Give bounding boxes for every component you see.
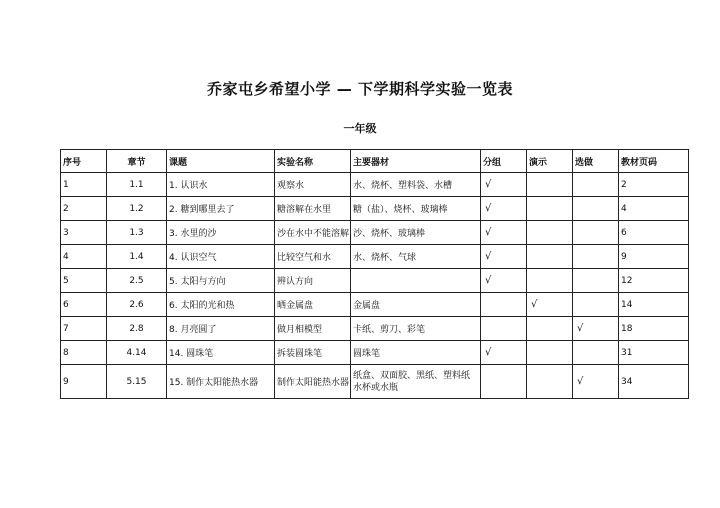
cell-topic: 5. 太阳与方向	[167, 269, 275, 293]
cell-optional: √	[573, 317, 619, 341]
cell-chapter: 1.4	[107, 245, 167, 269]
table-row	[61, 317, 689, 341]
cell-no: 5	[61, 269, 107, 293]
header-row	[61, 150, 689, 173]
cell-equipment: 糖（盐）、烧杯、玻璃棒	[351, 197, 481, 221]
cell-equipment: 圆珠笔	[351, 341, 481, 365]
cell-topic: 4. 认识空气	[167, 245, 275, 269]
cell-experiment: 辨认方向	[275, 269, 351, 293]
cell-page: 2	[619, 173, 689, 197]
cell-no: 6	[61, 293, 107, 317]
cell-experiment: 制作太阳能热水器	[275, 365, 351, 399]
header-equipment: 主要器材	[351, 150, 481, 173]
cell-topic: 1. 认识水	[167, 173, 275, 197]
cell-equipment: 卡纸、剪刀、彩笔	[351, 317, 481, 341]
cell-page: 12	[619, 269, 689, 293]
cell-page: 14	[619, 293, 689, 317]
cell-group	[481, 365, 527, 399]
cell-no: 2	[61, 197, 107, 221]
cell-page: 18	[619, 317, 689, 341]
cell-chapter: 2.8	[107, 317, 167, 341]
cell-demo	[527, 245, 573, 269]
cell-optional	[573, 173, 619, 197]
cell-optional	[573, 269, 619, 293]
header-group: 分组	[481, 150, 527, 173]
cell-no: 1	[61, 173, 107, 197]
grade-subtitle: 一年级	[343, 122, 377, 135]
cell-no: 9	[61, 365, 107, 399]
cell-optional	[573, 245, 619, 269]
cell-equipment: 沙、烧杯、玻璃棒	[351, 221, 481, 245]
document-title: 乔家屯乡希望小学 — 下学期科学实验一览表	[207, 80, 513, 98]
table-row	[61, 197, 689, 221]
cell-optional: √	[573, 365, 619, 399]
cell-group: √	[481, 269, 527, 293]
header-topic: 课题	[167, 150, 275, 173]
cell-demo	[527, 341, 573, 365]
cell-demo	[527, 221, 573, 245]
header-chapter: 章节	[107, 150, 167, 173]
cell-experiment: 晒金属盘	[275, 293, 351, 317]
cell-experiment: 沙在水中不能溶解	[275, 221, 351, 245]
cell-page: 4	[619, 197, 689, 221]
cell-demo: √	[527, 293, 573, 317]
experiment-table	[60, 149, 689, 399]
cell-group: √	[481, 173, 527, 197]
table-row	[61, 293, 689, 317]
cell-page: 6	[619, 221, 689, 245]
table-row	[61, 221, 689, 245]
cell-topic: 3. 水里的沙	[167, 221, 275, 245]
cell-equipment: 纸盒、双面胶、黑纸、塑料纸水杯或水瓶	[351, 365, 481, 399]
cell-demo	[527, 173, 573, 197]
cell-topic: 2. 糖到哪里去了	[167, 197, 275, 221]
cell-equipment: 水、烧杯、塑料袋、水槽	[351, 173, 481, 197]
cell-demo	[527, 197, 573, 221]
cell-equipment: 水、烧杯、气球	[351, 245, 481, 269]
cell-no: 4	[61, 245, 107, 269]
cell-topic: 6. 太阳的光和热	[167, 293, 275, 317]
cell-page: 9	[619, 245, 689, 269]
header-page: 教材页码	[619, 150, 689, 173]
cell-group	[481, 317, 527, 341]
cell-experiment: 做月相模型	[275, 317, 351, 341]
cell-experiment: 观察水	[275, 173, 351, 197]
cell-group: √	[481, 221, 527, 245]
header-experiment: 实验名称	[275, 150, 351, 173]
cell-chapter: 1.3	[107, 221, 167, 245]
cell-demo	[527, 317, 573, 341]
cell-group: √	[481, 245, 527, 269]
cell-optional	[573, 197, 619, 221]
cell-chapter: 5.15	[107, 365, 167, 399]
header-no: 序号	[61, 150, 107, 173]
cell-demo	[527, 365, 573, 399]
cell-no: 3	[61, 221, 107, 245]
cell-experiment: 拆装圆珠笔	[275, 341, 351, 365]
cell-experiment: 糖溶解在水里	[275, 197, 351, 221]
cell-page: 31	[619, 341, 689, 365]
cell-demo	[527, 269, 573, 293]
cell-page: 34	[619, 365, 689, 399]
table-row	[61, 245, 689, 269]
cell-chapter: 1.2	[107, 197, 167, 221]
cell-experiment: 比较空气和水	[275, 245, 351, 269]
cell-topic: 15. 制作太阳能热水器	[167, 365, 275, 399]
cell-chapter: 4.14	[107, 341, 167, 365]
table-row	[61, 365, 689, 399]
cell-no: 8	[61, 341, 107, 365]
cell-optional	[573, 221, 619, 245]
cell-topic: 14. 圆珠笔	[167, 341, 275, 365]
cell-optional	[573, 293, 619, 317]
table-row	[61, 269, 689, 293]
cell-chapter: 1.1	[107, 173, 167, 197]
cell-group: √	[481, 197, 527, 221]
table-row	[61, 341, 689, 365]
table-row	[61, 173, 689, 197]
cell-topic: 8. 月亮圆了	[167, 317, 275, 341]
cell-optional	[573, 341, 619, 365]
cell-chapter: 2.5	[107, 269, 167, 293]
cell-equipment	[351, 269, 481, 293]
cell-group: √	[481, 341, 527, 365]
cell-group	[481, 293, 527, 317]
cell-equipment: 金属盘	[351, 293, 481, 317]
header-demo: 演示	[527, 150, 573, 173]
cell-chapter: 2.6	[107, 293, 167, 317]
header-optional: 选做	[573, 150, 619, 173]
cell-no: 7	[61, 317, 107, 341]
